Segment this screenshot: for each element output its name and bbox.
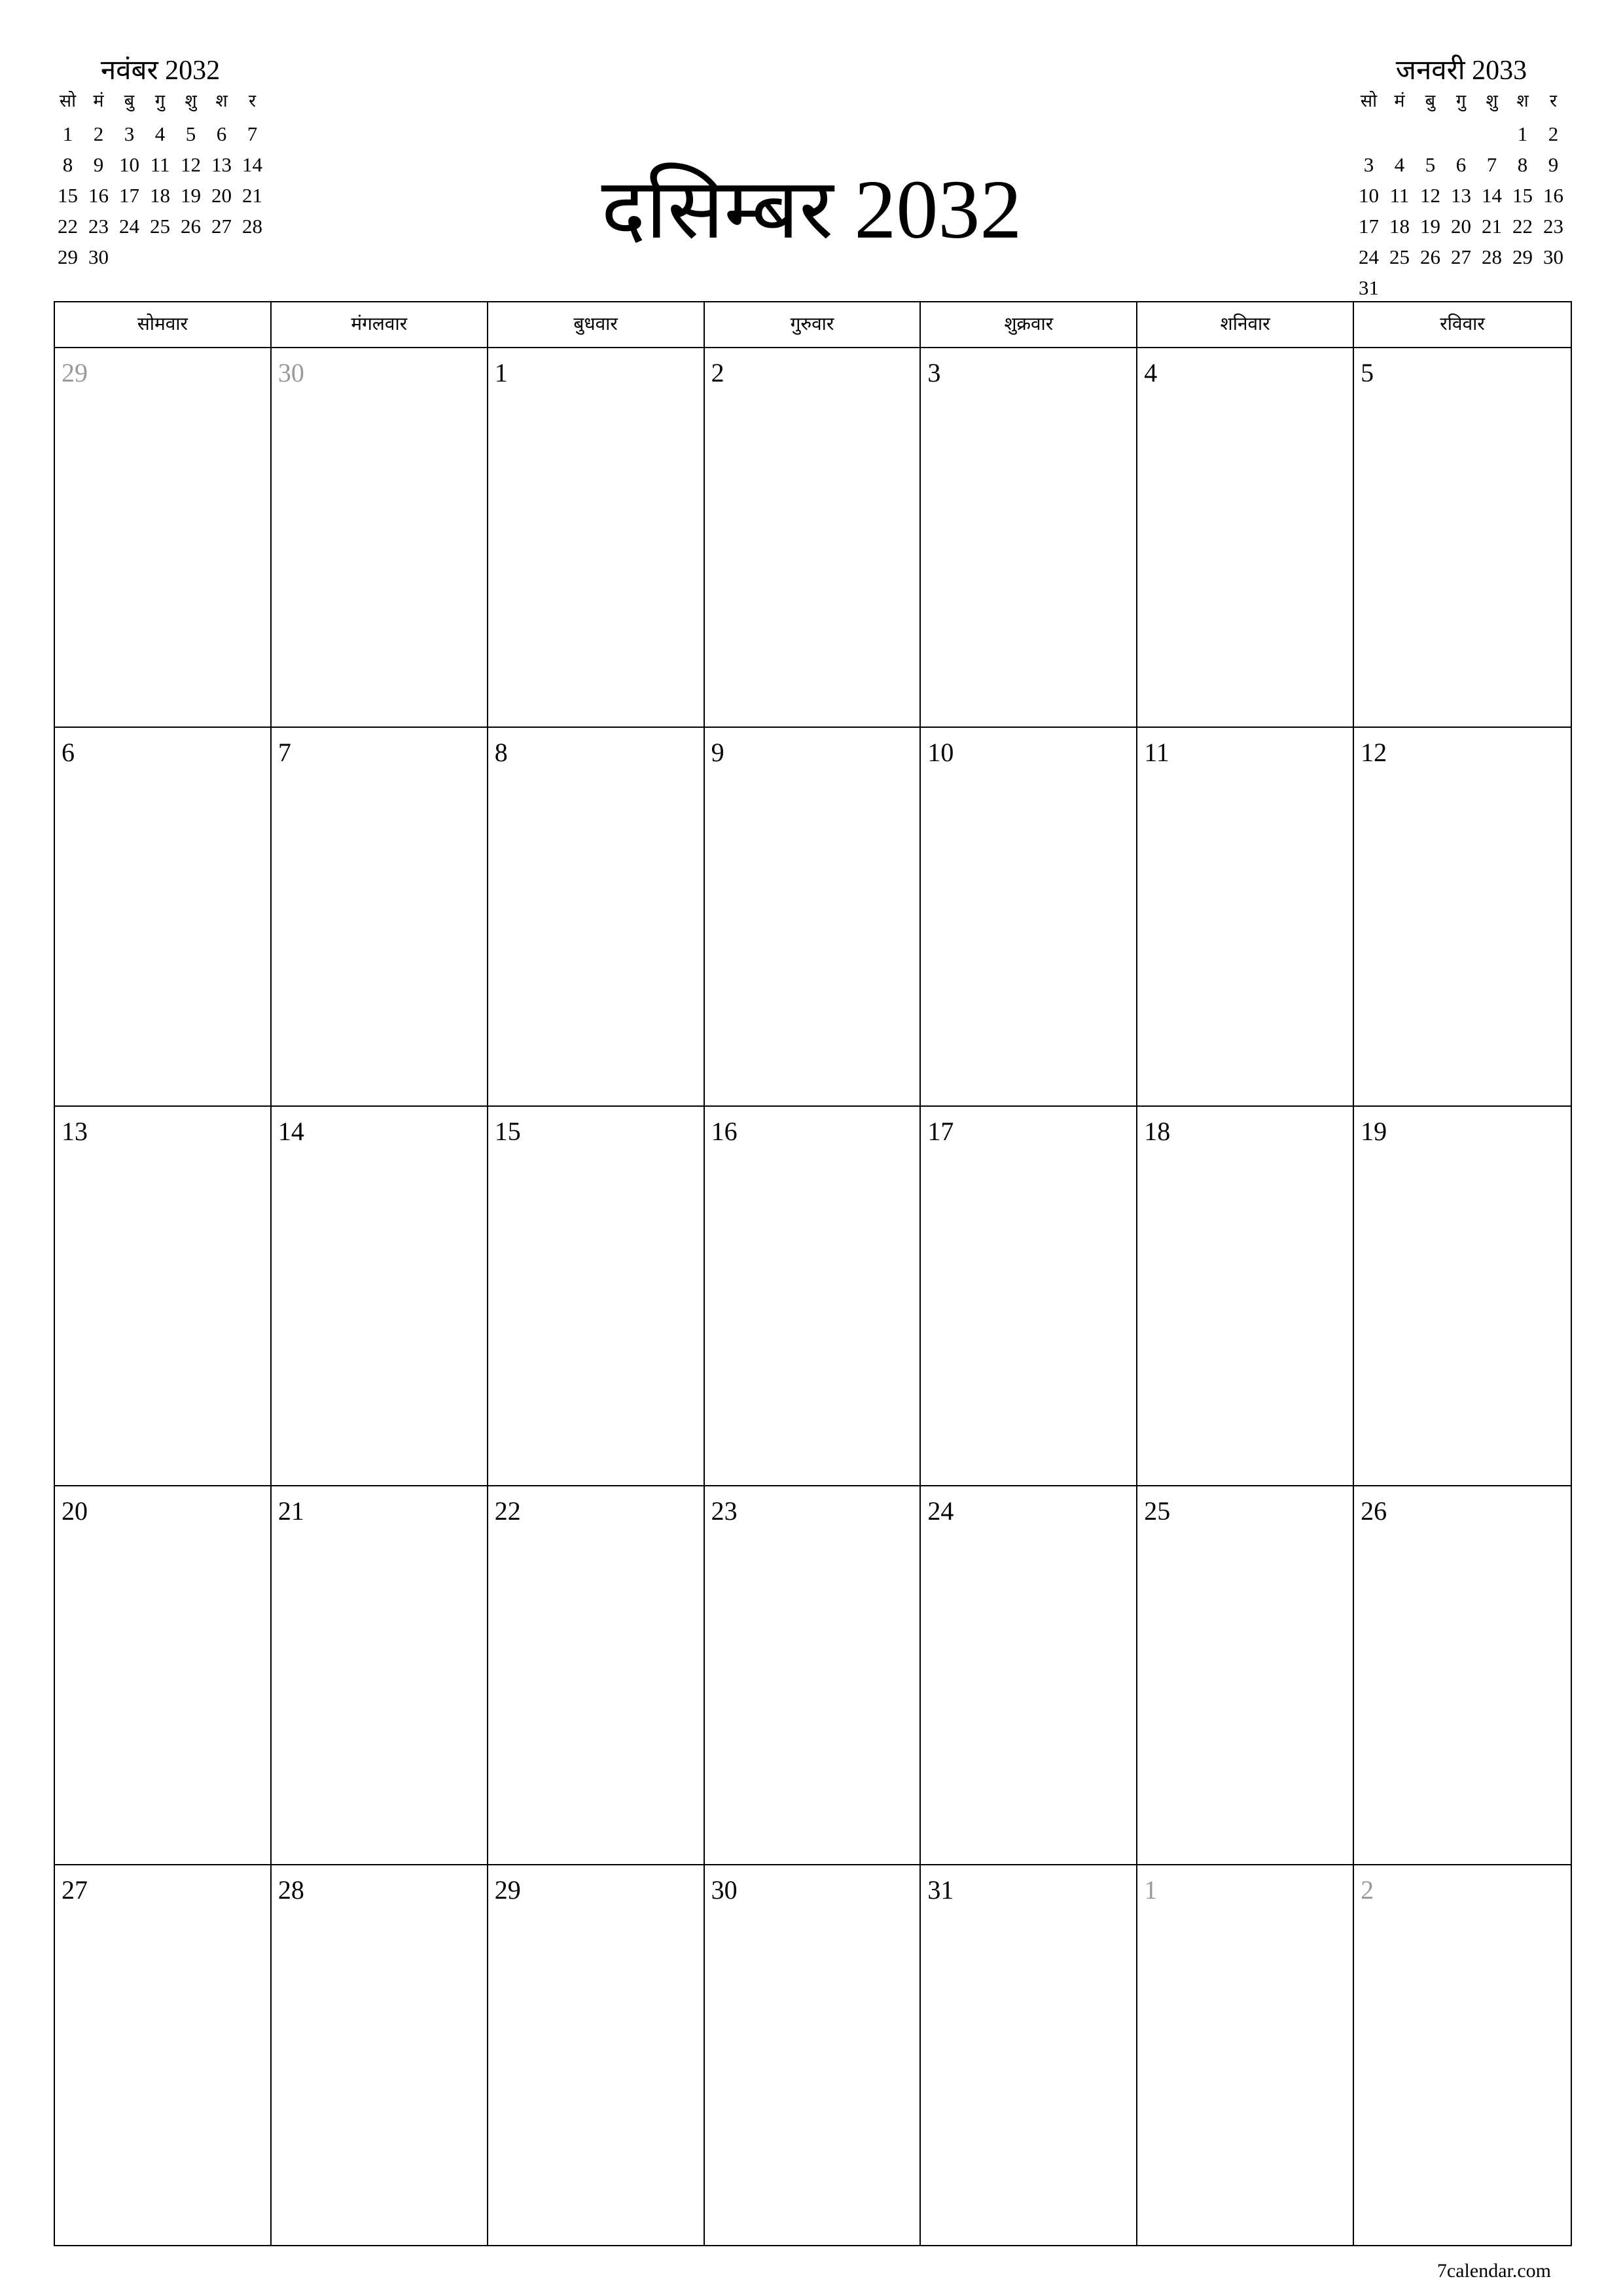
mini-day: 23 bbox=[1543, 215, 1563, 238]
day-cell[interactable] bbox=[921, 1107, 1137, 1486]
mini-weekday-header: गु bbox=[154, 91, 166, 111]
mini-day: 15 bbox=[58, 184, 78, 207]
mini-day: 6 bbox=[216, 122, 227, 145]
day-cell[interactable] bbox=[1354, 348, 1571, 728]
mini-day: 1 bbox=[1517, 122, 1528, 145]
day-cell[interactable] bbox=[921, 728, 1137, 1107]
mini-day: 4 bbox=[154, 122, 166, 145]
mini-day: 4 bbox=[1394, 153, 1405, 176]
day-number: 12 bbox=[1361, 737, 1387, 767]
day-number: 14 bbox=[277, 1117, 304, 1147]
weekday-header: शुक्रवार bbox=[921, 302, 1137, 348]
day-number: 15 bbox=[494, 1117, 521, 1147]
day-number-other-month: 30 bbox=[277, 358, 304, 387]
day-number: 2 bbox=[711, 358, 724, 387]
day-number: 7 bbox=[277, 737, 291, 767]
day-number-other-month: 29 bbox=[62, 358, 88, 387]
mini-weekday-header: बु bbox=[1425, 91, 1436, 111]
mini-day: 11 bbox=[1389, 184, 1410, 207]
day-number-other-month: 1 bbox=[1144, 1875, 1158, 1905]
mini-blank bbox=[1353, 118, 1384, 149]
day-number: 8 bbox=[494, 737, 508, 767]
day-cell[interactable] bbox=[1137, 348, 1354, 728]
day-cell[interactable] bbox=[1354, 728, 1571, 1107]
mini-day: 14 bbox=[1482, 184, 1502, 207]
mini-weekday-header: बु bbox=[124, 91, 135, 111]
mini-day: 25 bbox=[1389, 245, 1410, 268]
day-cell[interactable] bbox=[272, 1865, 488, 2245]
day-number: 21 bbox=[277, 1496, 304, 1526]
mini-weekday-header: गु bbox=[1455, 91, 1467, 111]
mini-day: 25 bbox=[150, 215, 170, 238]
mini-day: 12 bbox=[1420, 184, 1440, 207]
day-number: 31 bbox=[927, 1875, 954, 1905]
day-cell[interactable] bbox=[55, 1486, 272, 1866]
mini-day: 16 bbox=[88, 184, 109, 207]
mini-day: 18 bbox=[150, 184, 170, 207]
mini-weekday-header: शु bbox=[185, 91, 197, 111]
day-number: 27 bbox=[62, 1875, 88, 1905]
mini-day: 21 bbox=[1482, 215, 1502, 238]
day-cell[interactable] bbox=[1137, 1107, 1354, 1486]
day-cell[interactable] bbox=[1354, 1486, 1571, 1866]
mini-day: 21 bbox=[242, 184, 262, 207]
mini-day: 20 bbox=[211, 184, 232, 207]
day-cell[interactable] bbox=[705, 1107, 921, 1486]
weekday-header: गुरुवार bbox=[705, 302, 921, 348]
mini-day: 28 bbox=[242, 215, 262, 238]
mini-day: 9 bbox=[1548, 153, 1559, 176]
mini-day: 3 bbox=[124, 122, 135, 145]
day-cell[interactable] bbox=[55, 1865, 272, 2245]
day-number: 5 bbox=[1361, 358, 1374, 387]
mini-day: 17 bbox=[119, 184, 139, 207]
mini-day: 29 bbox=[58, 245, 78, 268]
day-number: 22 bbox=[494, 1496, 521, 1526]
mini-day: 26 bbox=[1420, 245, 1440, 268]
mini-day: 15 bbox=[1512, 184, 1533, 207]
mini-day: 5 bbox=[185, 122, 196, 145]
day-cell[interactable] bbox=[55, 348, 272, 728]
mini-day: 27 bbox=[211, 215, 232, 238]
day-cell[interactable] bbox=[488, 1107, 705, 1486]
mini-day: 24 bbox=[119, 215, 139, 238]
day-number: 19 bbox=[1361, 1117, 1387, 1147]
mini-day: 22 bbox=[58, 215, 78, 238]
day-number: 20 bbox=[62, 1496, 88, 1526]
mini-day: 17 bbox=[1359, 215, 1379, 238]
day-cell[interactable] bbox=[55, 1107, 272, 1486]
day-cell[interactable] bbox=[921, 1486, 1137, 1866]
day-number: 25 bbox=[1144, 1496, 1171, 1526]
weekday-header: बुधवार bbox=[488, 302, 705, 348]
day-number-other-month: 2 bbox=[1361, 1875, 1374, 1905]
mini-day: 9 bbox=[93, 153, 104, 176]
mini-day: 5 bbox=[1425, 153, 1436, 176]
day-number: 9 bbox=[711, 737, 724, 767]
mini-day: 13 bbox=[1451, 184, 1471, 207]
mini-weekday-header: श bbox=[1516, 91, 1529, 111]
day-number: 30 bbox=[711, 1875, 738, 1905]
mini-day: 7 bbox=[1486, 153, 1497, 176]
month-grid bbox=[54, 301, 1572, 2246]
day-number: 23 bbox=[711, 1496, 738, 1526]
mini-day: 10 bbox=[119, 153, 139, 176]
mini-weekday-header: शु bbox=[1486, 91, 1498, 111]
day-number: 6 bbox=[62, 737, 75, 767]
mini-blank bbox=[1446, 118, 1476, 149]
day-cell[interactable] bbox=[272, 1486, 488, 1866]
day-number: 11 bbox=[1144, 737, 1169, 767]
mini-day: 11 bbox=[150, 153, 170, 176]
mini-day: 27 bbox=[1451, 245, 1471, 268]
mini-day: 30 bbox=[88, 245, 109, 268]
day-number: 13 bbox=[62, 1117, 88, 1147]
day-cell[interactable] bbox=[705, 348, 921, 728]
mini-day: 22 bbox=[1512, 215, 1533, 238]
mini-day: 19 bbox=[181, 184, 201, 207]
weekday-header: रविवार bbox=[1354, 302, 1571, 348]
mini-day: 2 bbox=[1548, 122, 1559, 145]
mini-day: 20 bbox=[1451, 215, 1471, 238]
mini-day: 7 bbox=[247, 122, 258, 145]
day-cell[interactable] bbox=[921, 1865, 1137, 2245]
mini-blank bbox=[1415, 118, 1446, 149]
mini-day: 24 bbox=[1359, 245, 1379, 268]
day-cell[interactable] bbox=[1137, 728, 1354, 1107]
day-number: 16 bbox=[711, 1117, 738, 1147]
mini-day: 3 bbox=[1363, 153, 1374, 176]
day-cell[interactable] bbox=[272, 728, 488, 1107]
mini-day: 8 bbox=[1517, 153, 1528, 176]
day-cell[interactable] bbox=[488, 728, 705, 1107]
day-number: 28 bbox=[277, 1875, 304, 1905]
day-cell[interactable] bbox=[488, 1865, 705, 2245]
mini-day: 18 bbox=[1389, 215, 1410, 238]
day-cell[interactable] bbox=[488, 348, 705, 728]
watermark: 7calendar.com bbox=[1436, 2260, 1551, 2282]
mini-weekday-header: सो bbox=[59, 91, 77, 111]
day-number: 24 bbox=[927, 1496, 954, 1526]
mini-day: 14 bbox=[242, 153, 262, 176]
day-cell[interactable] bbox=[1137, 1486, 1354, 1866]
page-title: दसिम्बर 2032 bbox=[601, 163, 1022, 256]
day-cell[interactable] bbox=[488, 1486, 705, 1866]
day-number: 18 bbox=[1144, 1117, 1171, 1147]
day-cell[interactable] bbox=[1354, 1107, 1571, 1486]
day-cell[interactable] bbox=[1354, 1865, 1571, 2245]
weekday-header: मंगलवार bbox=[272, 302, 488, 348]
mini-weekday-header: मं bbox=[93, 91, 104, 111]
mini-day: 6 bbox=[1455, 153, 1467, 176]
day-cell[interactable] bbox=[272, 348, 488, 728]
day-cell[interactable] bbox=[921, 348, 1137, 728]
weekday-header: शनिवार bbox=[1137, 302, 1354, 348]
mini-weekday-header: मं bbox=[1394, 91, 1405, 111]
mini-calendar-prev-title: नवंबर 2032 bbox=[100, 56, 221, 86]
day-number: 29 bbox=[494, 1875, 521, 1905]
mini-calendar-next-title: जनवरी 2033 bbox=[1395, 56, 1527, 86]
mini-calendar-next-grid bbox=[1353, 88, 1569, 303]
day-number: 1 bbox=[494, 358, 508, 387]
mini-day: 16 bbox=[1543, 184, 1563, 207]
mini-day: 1 bbox=[62, 122, 73, 145]
mini-day: 26 bbox=[181, 215, 201, 238]
mini-day: 30 bbox=[1543, 245, 1563, 268]
day-cell[interactable] bbox=[55, 728, 272, 1107]
mini-day: 28 bbox=[1482, 245, 1502, 268]
mini-weekday-header: सो bbox=[1360, 91, 1378, 111]
day-cell[interactable] bbox=[272, 1107, 488, 1486]
mini-calendar-next bbox=[1353, 54, 1569, 303]
mini-day: 13 bbox=[211, 153, 232, 176]
mini-day: 19 bbox=[1420, 215, 1440, 238]
mini-day: 23 bbox=[88, 215, 109, 238]
mini-day: 12 bbox=[181, 153, 201, 176]
day-number: 26 bbox=[1361, 1496, 1387, 1526]
day-number: 4 bbox=[1144, 358, 1158, 387]
mini-day: 29 bbox=[1512, 245, 1533, 268]
day-cell[interactable] bbox=[705, 1865, 921, 2245]
mini-day: 8 bbox=[62, 153, 73, 176]
day-cell[interactable] bbox=[1137, 1865, 1354, 2245]
day-number: 3 bbox=[927, 358, 941, 387]
day-cell[interactable] bbox=[705, 1486, 921, 1866]
day-number: 10 bbox=[927, 737, 954, 767]
mini-blank bbox=[1476, 118, 1507, 149]
mini-day: 2 bbox=[93, 122, 104, 145]
mini-blank bbox=[1384, 118, 1415, 149]
mini-weekday-header: र bbox=[248, 91, 257, 111]
mini-weekday-header: र bbox=[1549, 91, 1558, 111]
mini-day: 10 bbox=[1359, 184, 1379, 207]
mini-day: 31 bbox=[1359, 276, 1379, 299]
mini-weekday-header: श bbox=[215, 91, 228, 111]
weekday-header: सोमवार bbox=[55, 302, 272, 348]
day-cell[interactable] bbox=[705, 728, 921, 1107]
day-number: 17 bbox=[927, 1117, 954, 1147]
